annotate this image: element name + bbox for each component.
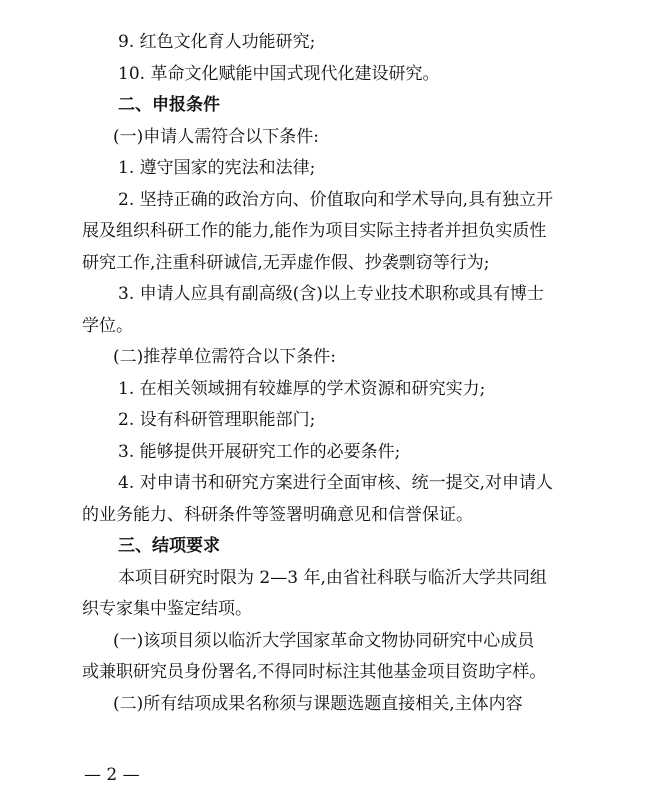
completion-requirement-2: (二)所有结项成果名称须与课题选题直接相关,主体内容 [113, 693, 523, 714]
unit-condition-3: 3. 能够提供开展研究工作的必要条件; [118, 441, 401, 462]
applicant-condition-3-cont: 学位。 [82, 315, 133, 336]
unit-condition-1: 1. 在相关领域拥有较雄厚的学术资源和研究实力; [118, 378, 486, 399]
section-heading-application-conditions: 二、申报条件 [118, 95, 220, 115]
completion-paragraph: 本项目研究时限为 2—3 年,由省社科联与临沂大学共同组 [118, 567, 547, 588]
list-item-10: 10. 革命文化赋能中国式现代化建设研究。 [118, 63, 440, 84]
completion-requirement-1: (一)该项目须以临沂大学国家革命文物协同研究中心成员 [113, 630, 535, 651]
applicant-condition-2-cont-2: 研究工作,注重科研诚信,无弄虚作假、抄袭剽窃等行为; [82, 252, 490, 273]
applicant-condition-1: 1. 遵守国家的宪法和法律; [118, 158, 316, 178]
page-number: — 2 — [84, 765, 140, 785]
applicant-condition-2: 2. 坚持正确的政治方向、价值取向和学术导向,具有独立开 [118, 189, 554, 210]
applicant-condition-2-cont-1: 展及组织科研工作的能力,能作为项目实际主持者并担负实质性 [82, 221, 547, 241]
unit-condition-4-cont: 的业务能力、科研条件等签署明确意见和信誉保证。 [82, 504, 473, 525]
completion-paragraph-cont: 织专家集中鉴定结项。 [82, 599, 252, 619]
document-body [82, 27, 612, 720]
unit-condition-2: 2. 设有科研管理职能部门; [118, 410, 316, 430]
completion-requirement-1-cont: 或兼职研究员身份署名,不得同时标注其他基金项目资助字样。 [82, 662, 547, 682]
section-heading-completion-requirements: 三、结项要求 [118, 536, 220, 556]
subsection-applicant-conditions: (一)申请人需符合以下条件: [113, 126, 319, 147]
applicant-condition-3: 3. 申请人应具有副高级(含)以上专业技术职称或具有博士 [118, 284, 544, 304]
list-item-9: 9. 红色文化育人功能研究; [118, 32, 316, 52]
unit-condition-4: 4. 对申请书和研究方案进行全面审核、统一提交,对申请人 [118, 473, 554, 493]
subsection-unit-conditions: (二)推荐单位需符合以下条件: [113, 347, 336, 367]
